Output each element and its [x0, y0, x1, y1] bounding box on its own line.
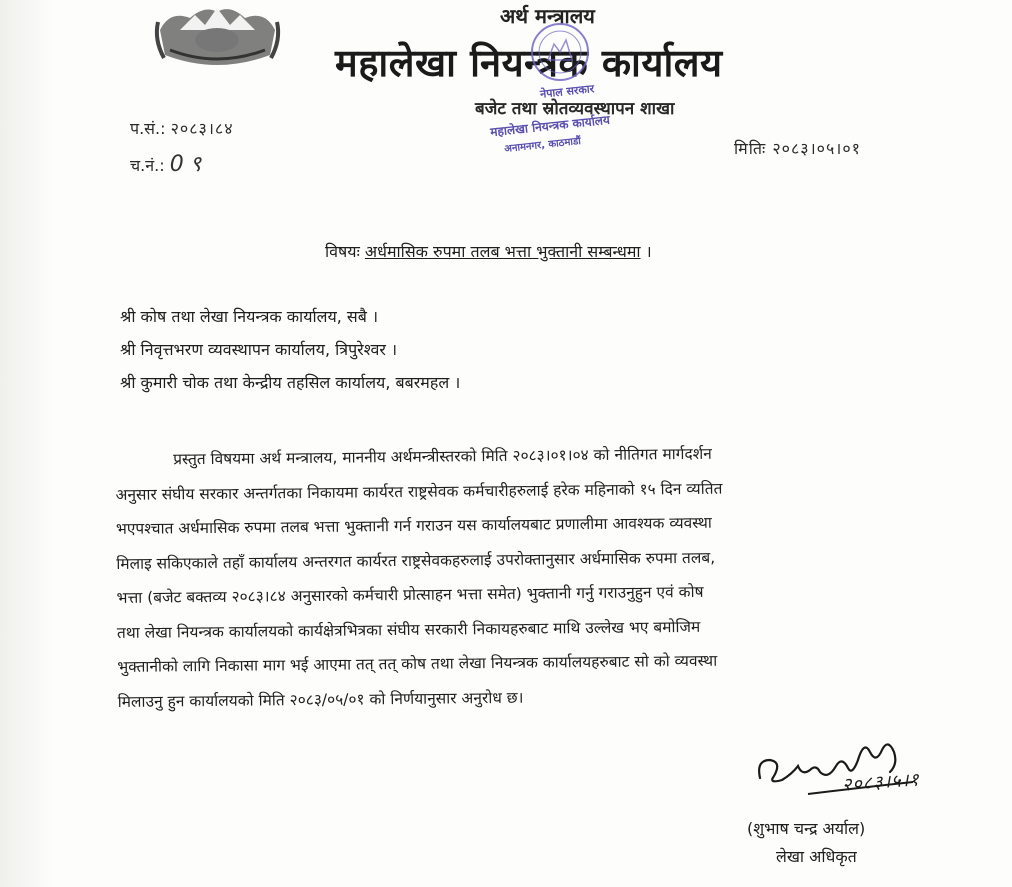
body-line: प्रस्तुत विषयमा अर्थ मन्त्रालय, माननीय अर्थमन्त्रीस्तरको मिति २०८३।०१।०४ को नीतिगत मार्गदर्शन: [173, 444, 712, 469]
subject-label: विषयः: [325, 242, 360, 261]
subject-text: अर्धमासिक रुपमा तलब भत्ता भुक्तानी सम्बन्धमा: [364, 242, 641, 261]
dispatch-number: [130, 148, 207, 178]
stamp-line-1: नेपाल सरकार: [539, 82, 595, 101]
letter-date-value: २०८३।०५।०१: [772, 139, 862, 158]
body-line: तथा लेखा नियन्त्रक कार्यालयको कार्यक्षेत्रभित्रका संघीय सरकारी निकायहरुबाट माथि उल्लेख भए बमोजिम: [116, 617, 701, 642]
signer-title: लेखा अधिकृत: [776, 847, 857, 866]
recipient-item: श्री निवृत्तभरण व्यवस्थापन कार्यालय, त्रिपुरेश्वर ।: [120, 340, 398, 359]
dispatch-number-value: 0९: [169, 152, 208, 177]
stamp-line-3: अनामनगर, काठमाडौं: [503, 136, 582, 155]
body-line: भत्ता (बजेट बक्तव्य २०८३।८४ अनुसारको कर्मचारी प्रोत्साहन भत्ता समेत) भुक्तानी गर्नु गराउनुहुन एवं कोष: [116, 582, 704, 607]
stamp-line-2: महालेखा नियन्त्रक कार्यालय: [489, 112, 611, 140]
section-name: बजेट तथा स्रोतव्यवस्थापन शाखा: [475, 99, 675, 119]
nepal-government-emblem-icon: [150, 0, 285, 70]
subject-end: ।: [645, 242, 652, 261]
body-line: भुक्तानीको लागि निकासा माग भई आएमा तत् तत् कोष तथा लेखा नियन्त्रक कार्यालयहरुबाट सो को व्यवस्था: [117, 651, 718, 676]
recipient-item: श्री कोष तथा लेखा नियन्त्रक कार्यालय, सबै ।: [120, 307, 379, 326]
body-line: मिलाउनु हुन कार्यालयको मिति २०८३/०५/०१ को निर्णयानुसार अनुरोध छ।: [117, 688, 524, 711]
signer-name: (शुभाष चन्द्र अर्याल): [747, 819, 866, 838]
recipient-item: श्री कुमारी चोक तथा केन्द्रीय तहसिल कार्यालय, बबरमहल ।: [120, 373, 461, 392]
signature-date: २०८३।५।१: [841, 769, 921, 796]
body-line: अनुसार संघीय सरकार अन्तर्गतका निकायमा कार्यरत राष्ट्रसेवक कर्मचारीहरुलाई हरेक महिनाको १५ दिन व्यतित: [115, 479, 723, 504]
dispatch-number-label: च.नं.:: [130, 156, 165, 175]
reference-number: [130, 117, 234, 139]
official-stamp: [482, 12, 642, 162]
body-line: भएपश्चात अर्धमासिक रुपमा तलब भत्ता भुक्तानी गर्न गराउन यस कार्यालयबाट प्रणालीमा आवश्यक व्यवस्था: [115, 513, 712, 538]
letter-body: [115, 434, 938, 719]
letter-date: [734, 137, 861, 159]
reference-number-label: प.सं.:: [130, 119, 166, 138]
body-line: मिलाइ सकिएकाले तहाँ कार्यालय अन्तरगत कार्यरत राष्ट्रसेवकहरुलाई उपरोक्तानुसार अर्धमासिक रुपमा तलब,: [116, 548, 716, 573]
ministry-name: अर्थ मन्त्रालय: [500, 4, 595, 28]
scan-edge-shadow: [0, 0, 55, 887]
subject-line: [325, 240, 652, 262]
recipients-list: [120, 300, 460, 399]
letter-date-label: मितिः: [734, 139, 767, 158]
office-name: महालेखा नियन्त्रक कार्यालय: [335, 41, 723, 85]
handwritten-signature-icon: [748, 730, 953, 810]
reference-number-value: २०८३।८४: [170, 119, 234, 138]
